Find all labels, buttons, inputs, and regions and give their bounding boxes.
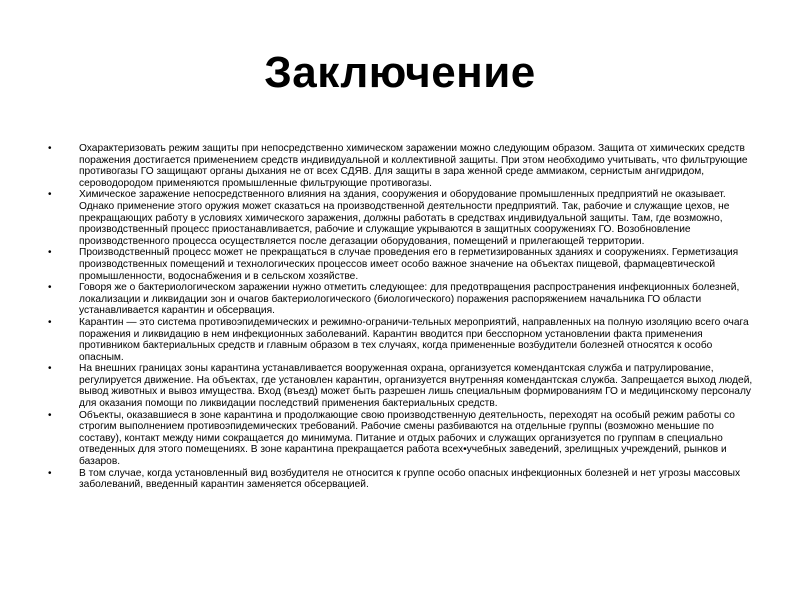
bullet-text: На внешних границах зоны карантина устанавливается вооруженная охрана, организуется комендантская служба и патрулирование, регулируется движение. На объектах, где установлен карантин, организуется внутренняя комендантская служба. Запрещается выход людей, вывод животных и вывоз имущества. Вход (въезд) может быть разрешен лишь специальным формированиям ГО и медицинскому персоналу для оказания помощи по ликвидации последствий применения бактериальных средств. <box>79 363 753 410</box>
bullet-icon: • <box>48 143 52 154</box>
bullet-text: Говоря же о бактериологическом заражении нужно отметить следующее: для предотвращения распространения инфекционных болезней, локализации и ликвидации зон и очагов бактериологического (биологического) поражения распоряжением начальника ГО области устанавливается карантин и обсервация. <box>79 282 740 317</box>
bullet-list <box>46 143 758 491</box>
list-item <box>46 143 758 189</box>
list-item <box>46 410 758 468</box>
list-item <box>46 363 758 409</box>
bullet-text: Химическое заражение непосредственного влияния на здания, сооружения и оборудование промышленных предприятий не оказывает. Однако применение этого оружия может сказаться на производственной деятельности предприятий. Так, рабочие и служащие цехов, не прекращающих работу в условиях химического заражения, должны работать в средствах индивидуальной защиты. Там, где возможно, производственный процесс приостанавливается, рабочие и служащие укрываются в защитных сооружениях ГО. Возобновление производственного процесса осуществляется после дегазации оборудования, помещений и прилегающей территории. <box>79 189 730 247</box>
bullet-icon: • <box>48 467 52 479</box>
bullet-text: Карантин — это система противоэпидемических и режимно-ограничи-тельных мероприятий, направленных на полную изоляцию всего очага поражения и ликвидацию в нем инфекционных заболеваний. Карантин вводится при бесспорном установлении факта применения противником бактериальных средств и главным образом в тех случаях, когда примененные возбудители болезней относятся к особо опасным. <box>79 316 749 363</box>
list-item <box>46 468 758 491</box>
list-item <box>46 247 758 282</box>
bullet-icon: • <box>48 282 52 294</box>
bullet-text: Объекты, оказавшиеся в зоне карантина и продолжающие свою производственную деятельность, переходят на особый режим работы со строгим выполнением противоэпидемических требований. Рабочие смены разбиваются на отдельные группы (возможно меньшие по составу), контакт между ними сокращается до минимума. Питание и отдых рабочих и служащих организуется по группам в специально отведенных для этого помещениях. В зоне карантина прекращается работа всех•учебных заведений, зрелищных учреждений, рынков и базаров. <box>79 409 735 468</box>
bullet-icon: • <box>48 189 52 201</box>
slide-title: Заключение <box>264 48 536 97</box>
list-item <box>46 317 758 363</box>
bullet-text: В том случае, когда установленный вид возбудителя не относится к группе особо опасных инфекционных болезней и нет угрозы массовых заболеваний, введенный карантин заменяется обсервацией. <box>79 467 741 491</box>
bullet-icon: • <box>48 363 52 375</box>
bullet-text: Производственный процесс может не прекращаться в случае проведения его в герметизированных зданиях и сооружениях. Герметизация производственных помещений и технологических процессов имеет особо важное значение на объектах пищевой, фармацевтической промышленности, водоснабжения и в сельском хозяйстве. <box>79 247 739 282</box>
bullet-icon: • <box>48 409 52 421</box>
bullet-icon: • <box>48 247 52 259</box>
list-item <box>46 189 758 247</box>
bullet-text: Охарактеризовать режим защиты при непосредственно химическом заражении можно следующим образом. Защита от химических средств поражения достигается применением средств индивидуальной и коллективной защиты. При этом необходимо учитывать, что фильтрующие противогазы ГО защищают органы дыхания не от всех СДЯВ. Для защиты в зара женной среде аммиаком, сернистым ангидридом, сероводородом применяются промышленные фильтрующие противогазы. <box>79 143 748 189</box>
list-item <box>46 282 758 317</box>
bullet-icon: • <box>48 316 52 328</box>
